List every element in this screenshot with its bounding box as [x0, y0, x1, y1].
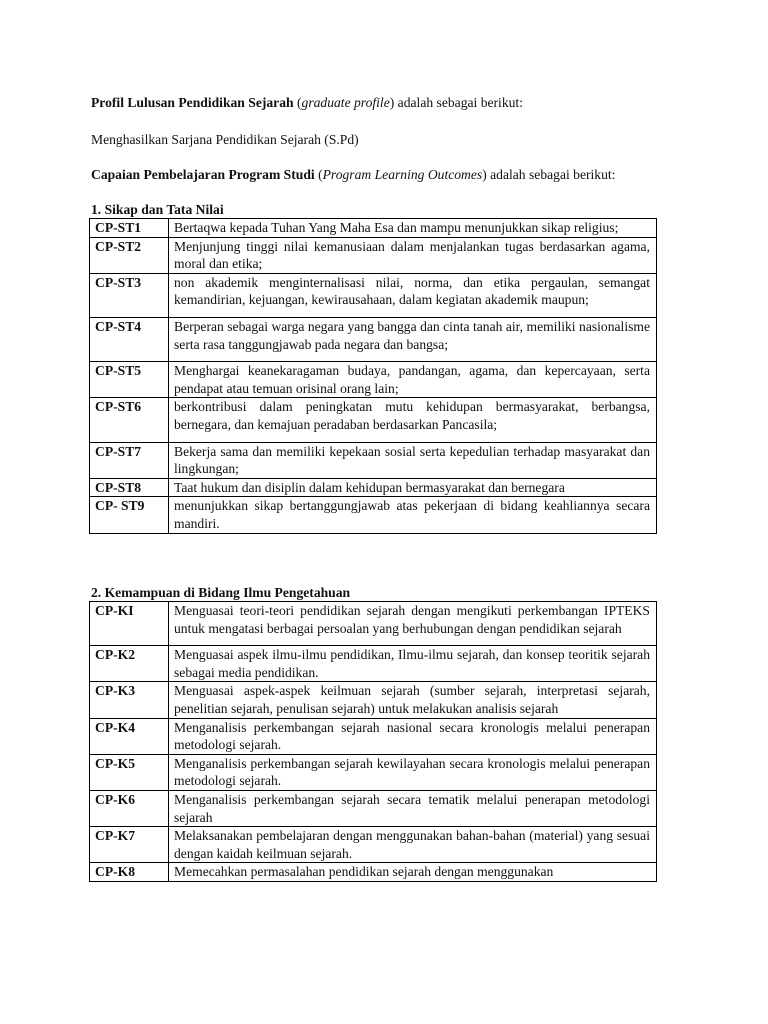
outcome-description: Bekerja sama dan memiliki kepekaan sosial serta kepedulian terhadap masyarakat dan lingkungan; — [169, 442, 657, 478]
table-row — [90, 362, 657, 398]
outcome-code: CP-ST4 — [90, 317, 169, 361]
outcome-code: CP-K3 — [90, 682, 169, 718]
outcome-code: CP- ST9 — [90, 497, 169, 533]
outcome-code: CP-ST7 — [90, 442, 169, 478]
attitude-values-table — [89, 218, 657, 534]
outcome-description: berkontribusi dalam peningkatan mutu kehidupan bermasyarakat, berbangsa, bernegara, dan kemajuan peradaban berdasarkan Pancasila; — [169, 398, 657, 442]
table-row — [90, 827, 657, 863]
outcome-description: Menganalisis perkembangan sejarah kewilayahan secara kronologis melalui penerapan metodologi sejarah. — [169, 754, 657, 790]
outcome-description: Taat hukum dan disiplin dalam kehidupan bermasyarakat dan bernegara — [169, 478, 657, 497]
section-2-title: 2. Kemampuan di Bidang Ilmu Pengetahuan — [91, 585, 351, 600]
table-row — [90, 863, 657, 882]
outcomes-heading: Capaian Pembelajaran Program Studi — [91, 167, 315, 182]
table-row — [90, 398, 657, 442]
outcome-code: CP-ST2 — [90, 237, 169, 273]
outcome-code: CP-KI — [90, 602, 169, 646]
outcome-code: CP-K8 — [90, 863, 169, 882]
outcome-description: Menguasai teori-teori pendidikan sejarah dengan mengikuti perkembangan IPTEKS untuk mengatasi berbagai persoalan yang berhubungan dengan pendidikan sejarah — [169, 602, 657, 646]
outcome-description: non akademik menginternalisasi nilai, norma, dan etika pergaulan, semangat kemandirian, kejuangan, kewirausahaan, dalam kegiatan akademik maupun; — [169, 273, 657, 317]
knowledge-ability-table — [89, 601, 657, 882]
outcome-code: CP-ST1 — [90, 219, 169, 238]
outcome-code: CP-ST5 — [90, 362, 169, 398]
table-row — [90, 237, 657, 273]
outcome-description: Menganalisis perkembangan sejarah nasional secara kronologis melalui penerapan metodologi sejarah. — [169, 718, 657, 754]
outcome-description: Bertaqwa kepada Tuhan Yang Maha Esa dan mampu menunjukkan sikap religius; — [169, 219, 657, 238]
profile-heading: Profil Lulusan Pendidikan Sejarah — [91, 95, 294, 110]
outcome-description: Menguasai aspek ilmu-ilmu pendidikan, Ilmu-ilmu sejarah, dan konsep teoritik sejarah sebagai media pendidikan. — [169, 646, 657, 682]
learning-outcomes-line: Capaian Pembelajaran Program Studi (Program Learning Outcomes) adalah sebagai berikut: — [91, 167, 616, 182]
table-row — [90, 478, 657, 497]
table-row — [90, 646, 657, 682]
table-row — [90, 497, 657, 533]
graduate-profile-line: Profil Lulusan Pendidikan Sejarah (graduate profile) adalah sebagai berikut: — [91, 95, 523, 110]
table-row — [90, 219, 657, 238]
outcome-code: CP-K5 — [90, 754, 169, 790]
table-row — [90, 682, 657, 718]
profile-english-term: graduate profile — [301, 95, 390, 110]
outcome-code: CP-ST3 — [90, 273, 169, 317]
table-row — [90, 790, 657, 826]
outcome-description: Berperan sebagai warga negara yang bangga dan cinta tanah air, memiliki nasionalisme serta rasa tanggungjawab pada negara dan bangsa; — [169, 317, 657, 361]
outcome-code: CP-K4 — [90, 718, 169, 754]
table-row — [90, 442, 657, 478]
outcome-description: Menguasai aspek-aspek keilmuan sejarah (sumber sejarah, interpretasi sejarah, penelitian sejarah, penulisan sejarah) untuk melakukan analisis sejarah — [169, 682, 657, 718]
table-row — [90, 602, 657, 646]
outcomes-english-term: Program Learning Outcomes — [322, 167, 483, 182]
outcome-description: Menjunjung tinggi nilai kemanusiaan dalam menjalankan tugas berdasarkan agama, moral dan etika; — [169, 237, 657, 273]
outcome-code: CP-ST8 — [90, 478, 169, 497]
outcome-description: Menghargai keanekaragaman budaya, pandangan, agama, dan kepercayaan, serta pendapat atau temuan orisinal orang lain; — [169, 362, 657, 398]
outcome-description: Menganalisis perkembangan sejarah secara tematik melalui penerapan metodologi sejarah — [169, 790, 657, 826]
section-1-title: 1. Sikap dan Tata Nilai — [91, 202, 224, 217]
table-row — [90, 718, 657, 754]
outcome-description: Melaksanakan pembelajaran dengan menggunakan bahan-bahan (material) yang sesuai dengan kaidah keilmuan sejarah. — [169, 827, 657, 863]
outcome-description: Memecahkan permasalahan pendidikan sejarah dengan menggunakan — [169, 863, 657, 882]
table-row — [90, 754, 657, 790]
outcome-code: CP-K2 — [90, 646, 169, 682]
outcome-code: CP-K7 — [90, 827, 169, 863]
degree-statement: Menghasilkan Sarjana Pendidikan Sejarah (S.Pd) — [91, 132, 359, 147]
table-row — [90, 317, 657, 361]
outcome-code: CP-K6 — [90, 790, 169, 826]
outcome-code: CP-ST6 — [90, 398, 169, 442]
table-row — [90, 273, 657, 317]
outcome-description: menunjukkan sikap bertanggungjawab atas pekerjaan di bidang keahliannya secara mandiri. — [169, 497, 657, 533]
